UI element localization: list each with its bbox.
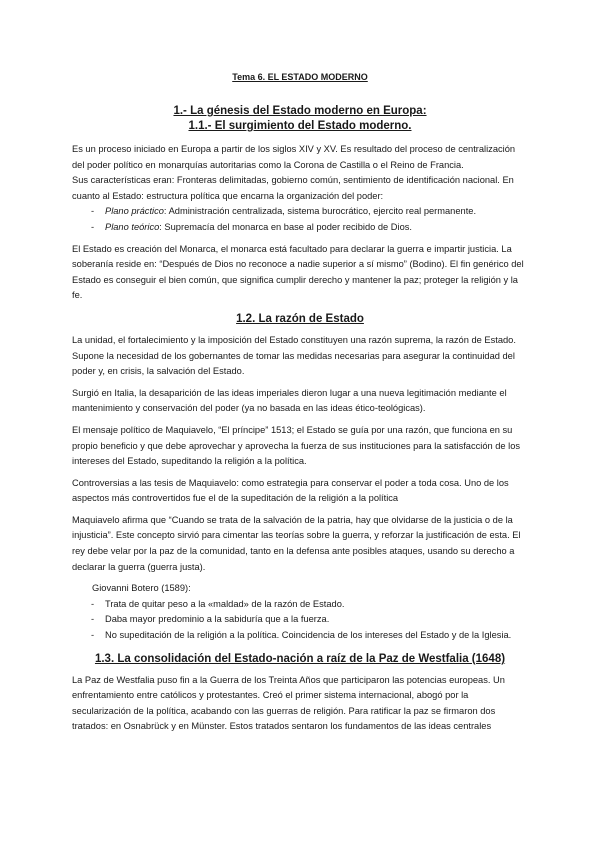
paragraph: La Paz de Westfalia puso fin a la Guerra de los Treinta Años que participaron las potencias europeas. Un enfrentamiento entre católicos y protestantes. Creó el primer sistema internacional, abogó por la secularización de la política, acabando con las guerras de religión. Para ratificar la paz se firmaron dos tratados: en Osnabrück y en Münster. Estos tratados sentaron los fundamentos de las ideas centrales [72,674,505,732]
list-item: - No supeditación de la religión a la política. Coincidencia de los intereses del Estado y de la Iglesia. [91,628,528,644]
list-item [91,204,528,220]
paragraph: Controversias a las tesis de Maquiavelo: como estrategia para conservar el poder a toda cosa. Uno de los aspectos más controvertidos fue el de la supeditación de la religión a la política [72,477,509,504]
botero-label: Giovanni Botero (1589): [92,583,191,594]
paragraph: La unidad, el fortalecimiento y la imposición del Estado constituyen una razón suprema, la razón de Estado. Supone la necesidad de los gobernantes de tomar las medidas necesarias para asegurar la continuidad del poder y, en crisis, la salvación del Estado. [72,334,516,377]
botero-list [72,597,528,644]
section-1-1-heading: 1.1.- El surgimiento del Estado moderno. [188,120,412,132]
paragraph: El mensaje político de Maquiavelo, “El príncipe” 1513; el Estado se guía por una razón, que funciona en su propio beneficio y que debe aprovechar y aprovecha la fuerza de sus instituciones para la satisfacción de los intereses del Estado, supeditando la religión a la política. [72,424,521,467]
list-item-label: Plano teórico [105,221,160,232]
list-item: - Daba mayor predominio a la sabiduría que a la fuerza. [91,612,528,628]
section-1-2-heading: 1.2. La razón de Estado [236,312,364,325]
document-title: Tema 6. EL ESTADO MODERNO [232,72,368,82]
list-item: - Trata de quitar peso a la «maldad» de la razón de Estado. [91,597,528,613]
paragraph: Maquiavelo afirma que “Cuando se trata de la salvación de la patria, hay que olvidarse de la justicia o de la injusticia”. Este concepto sirvió para cimentar las teorías sobre la guerra, y reforzar la justificación de esta. El rey debe velar por la paz de la comunidad, tanto en la defensa ante posibles ataques, usando su derecho a declarar la guerra (guerra justa). [72,514,521,572]
paragraph: Surgió en Italia, la desaparición de las ideas imperiales dieron lugar a una nueva legitimación mediante el mantenimiento y conservación del poder (ya no basada en las ideas ético-teológicas). [72,387,507,414]
characteristics-list [72,204,528,235]
list-item [91,220,528,236]
list-item-text: : Administración centralizada, sistema burocrático, ejercito real permanente. [163,206,477,217]
section-1-heading: 1.- La génesis del Estado moderno en Europa: [173,105,427,117]
paragraph: Sus características eran: Fronteras delimitadas, gobierno común, sentimiento de identificación nacional. En cuanto al Estado: estructura política que encarna la organización del poder: [72,175,514,201]
section-1-3-heading: 1.3. La consolidación del Estado-nación a raíz de la Paz de Westfalia (1648) [94,652,506,665]
paragraph: El Estado es creación del Monarca, el monarca está facultado para declarar la guerra e impartir justicia. La soberanía reside en: “Después de Dios no reconoce a nadie superior a sí mismo” (Bodino). El fin genérico del Estado es conseguir el bien común, que significa cumplir derecho y mantener la paz; proteger la religión y la fe. [72,243,524,301]
list-item-label: Plano práctico [105,206,164,217]
paragraph: Es un proceso iniciado en Europa a partir de los siglos XIV y XV. Es resultado del proceso de centralización del poder político en monarquías autoritarias como la Corona de Castilla o el Reino de Francia. [72,144,516,170]
list-item-text: : Supremacía del monarca en base al poder recibido de Dios. [159,221,412,232]
